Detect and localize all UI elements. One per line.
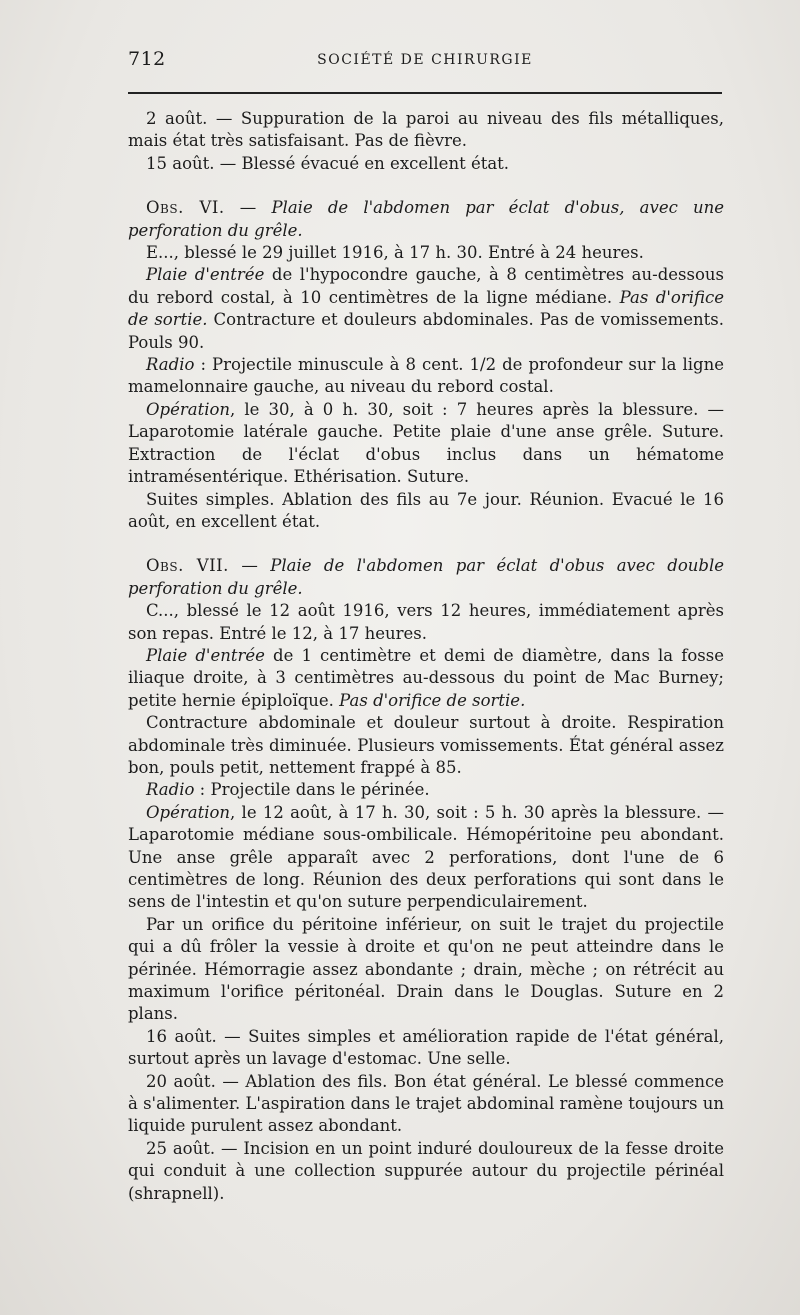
obs-7-plaie-entree [128,645,724,712]
obs-7-heading [128,555,724,600]
obs-7-radio-label: Radio [146,780,195,800]
paragraph-2-aout: 2 août. — Suppuration de la paroi au niveau des fils métalliques, mais état très satisfaisant. Pas de fièvre. [128,109,724,151]
obs-7-op-label: Opération [146,802,231,822]
obs-7-radio-text: : Projectile dans le périnée. [194,780,430,800]
obs-6-label: Obs. VI. [146,198,225,218]
section-gap [128,533,724,555]
obs-6-suites: Suites simples. Ablation des fils au 7e jour. Réunion. Evacué le 16 août, en excellent état. [128,489,724,531]
obs-6-entree-tail: Contracture et douleurs abdominales. Pas de vomissements. Pouls 90. [128,310,725,352]
section-gap [128,175,724,197]
obs-7-25-aout: 25 août. — Incision en un point induré douloureux de la fesse droite qui conduit à une collection suppurée autour du projectile périnéal (shrapnell). [128,1138,724,1203]
obs-6-radio-text: : Projectile minuscule à 8 cent. 1/2 de profondeur sur la ligne mamelonnaire gauche, au niveau du rebord costal. [128,355,724,397]
obs-7-20-aout: 20 août. — Ablation des fils. Bon état général. Le blessé commence à s'alimenter. L'aspiration dans le trajet abdominal ramène toujours un liquide purulent assez abondant. [128,1071,724,1136]
obs-7-entree-label: Plaie d'entrée [146,645,265,665]
obs-6-no-exit: Pas d'orifice de sortie. [128,287,724,330]
obs-7-dash: — [228,556,271,576]
obs-6-op-text: , le 30, à 0 h. 30, soit : 7 heures après la blessure. — Laparotomie latérale gauche. Petite plaie d'une anse grêle. Suture. Extraction de l'éclat d'obus inclus dans un hématome intramésentérique. Ethérisation. Suture. [128,399,724,487]
obs-7-entree-text: de 1 centimètre et demi de diamètre, dans la fosse iliaque droite, à 3 centimètres au-dessous du point de Mac Burney; petite hernie épiploïque. [128,645,724,710]
obs-7-operation [128,802,724,914]
obs-7-contracture: Contracture abdominale et douleur surtout à droite. Respiration abdominale très diminuée. Plusieurs vomissements. État général assez bon, pouls petit, nettement frappé à 85. [128,713,724,777]
obs-6-radio-label: Radio [146,355,195,375]
obs-6-op-label: Opération [146,399,231,419]
obs-6-title: Plaie de l'abdomen par éclat d'obus, avec une perforation du grêle. [128,198,724,240]
page-number: 712 [128,48,166,70]
obs-7-label: Obs. VII. [146,556,229,576]
obs-7-op-text: , le 12 août, à 17 h. 30, soit : 5 h. 30 après la blessure. — Laparotomie médiane sous-ombilicale. Hémopéritoine peu abondant. Une anse grêle apparaît avec 2 perforations, dont l'une de 6 centimètres de long. Réunion des deux perforations qui sont dans le sens de l'intestin et qu'on suture perpendiculairement. [128,802,724,912]
obs-6-patient: E..., blessé le 29 juillet 1916, à 17 h. 30. Entré à 24 heures. [146,243,644,263]
obs-7-no-exit: Pas d'orifice de sortie. [339,690,526,710]
obs-6-entree-label: Plaie d'entrée [146,265,265,285]
obs-6-entree-text: de l'hypocondre gauche, à 8 centimètres au-dessous du rebord costal, à 10 centimètres de la ligne médiane. [128,265,724,307]
obs-7-patient: C..., blessé le 12 août 1916, vers 12 heures, immédiatement après son repas. Entré le 12, à 17 heures. [128,601,724,643]
obs-6-plaie-entree [128,264,724,354]
obs-6-radio [128,354,724,399]
obs-7-16-aout: 16 août. — Suites simples et amélioration rapide de l'état général, surtout après un lavage d'estomac. Une selle. [128,1026,724,1069]
obs-6-heading [128,197,724,242]
obs-7-radio [128,779,724,801]
running-title: SOCIÉTÉ DE CHIRURGIE [317,52,533,68]
obs-6-operation [128,399,724,489]
header-rule [128,92,722,94]
page-header [128,48,722,78]
page-body [128,108,724,1205]
paragraph-15-aout: 15 août. — Blessé évacué en excellent état. [146,153,510,173]
obs-6-dash: — [224,198,272,218]
obs-7-orifice: Par un orifice du péritoine inférieur, on suit le trajet du projectile qui a dû frôler la vessie à droite et qu'on ne peut atteindre dans le périnée. Hémorragie assez abondante ; drain, mèche ; on rétrécit au maximum l'orifice péritonéal. Drain dans le Douglas. Suture en 2 plans. [128,914,724,1024]
obs-7-title: Plaie de l'abdomen par éclat d'obus avec double perforation du grêle. [128,556,724,598]
